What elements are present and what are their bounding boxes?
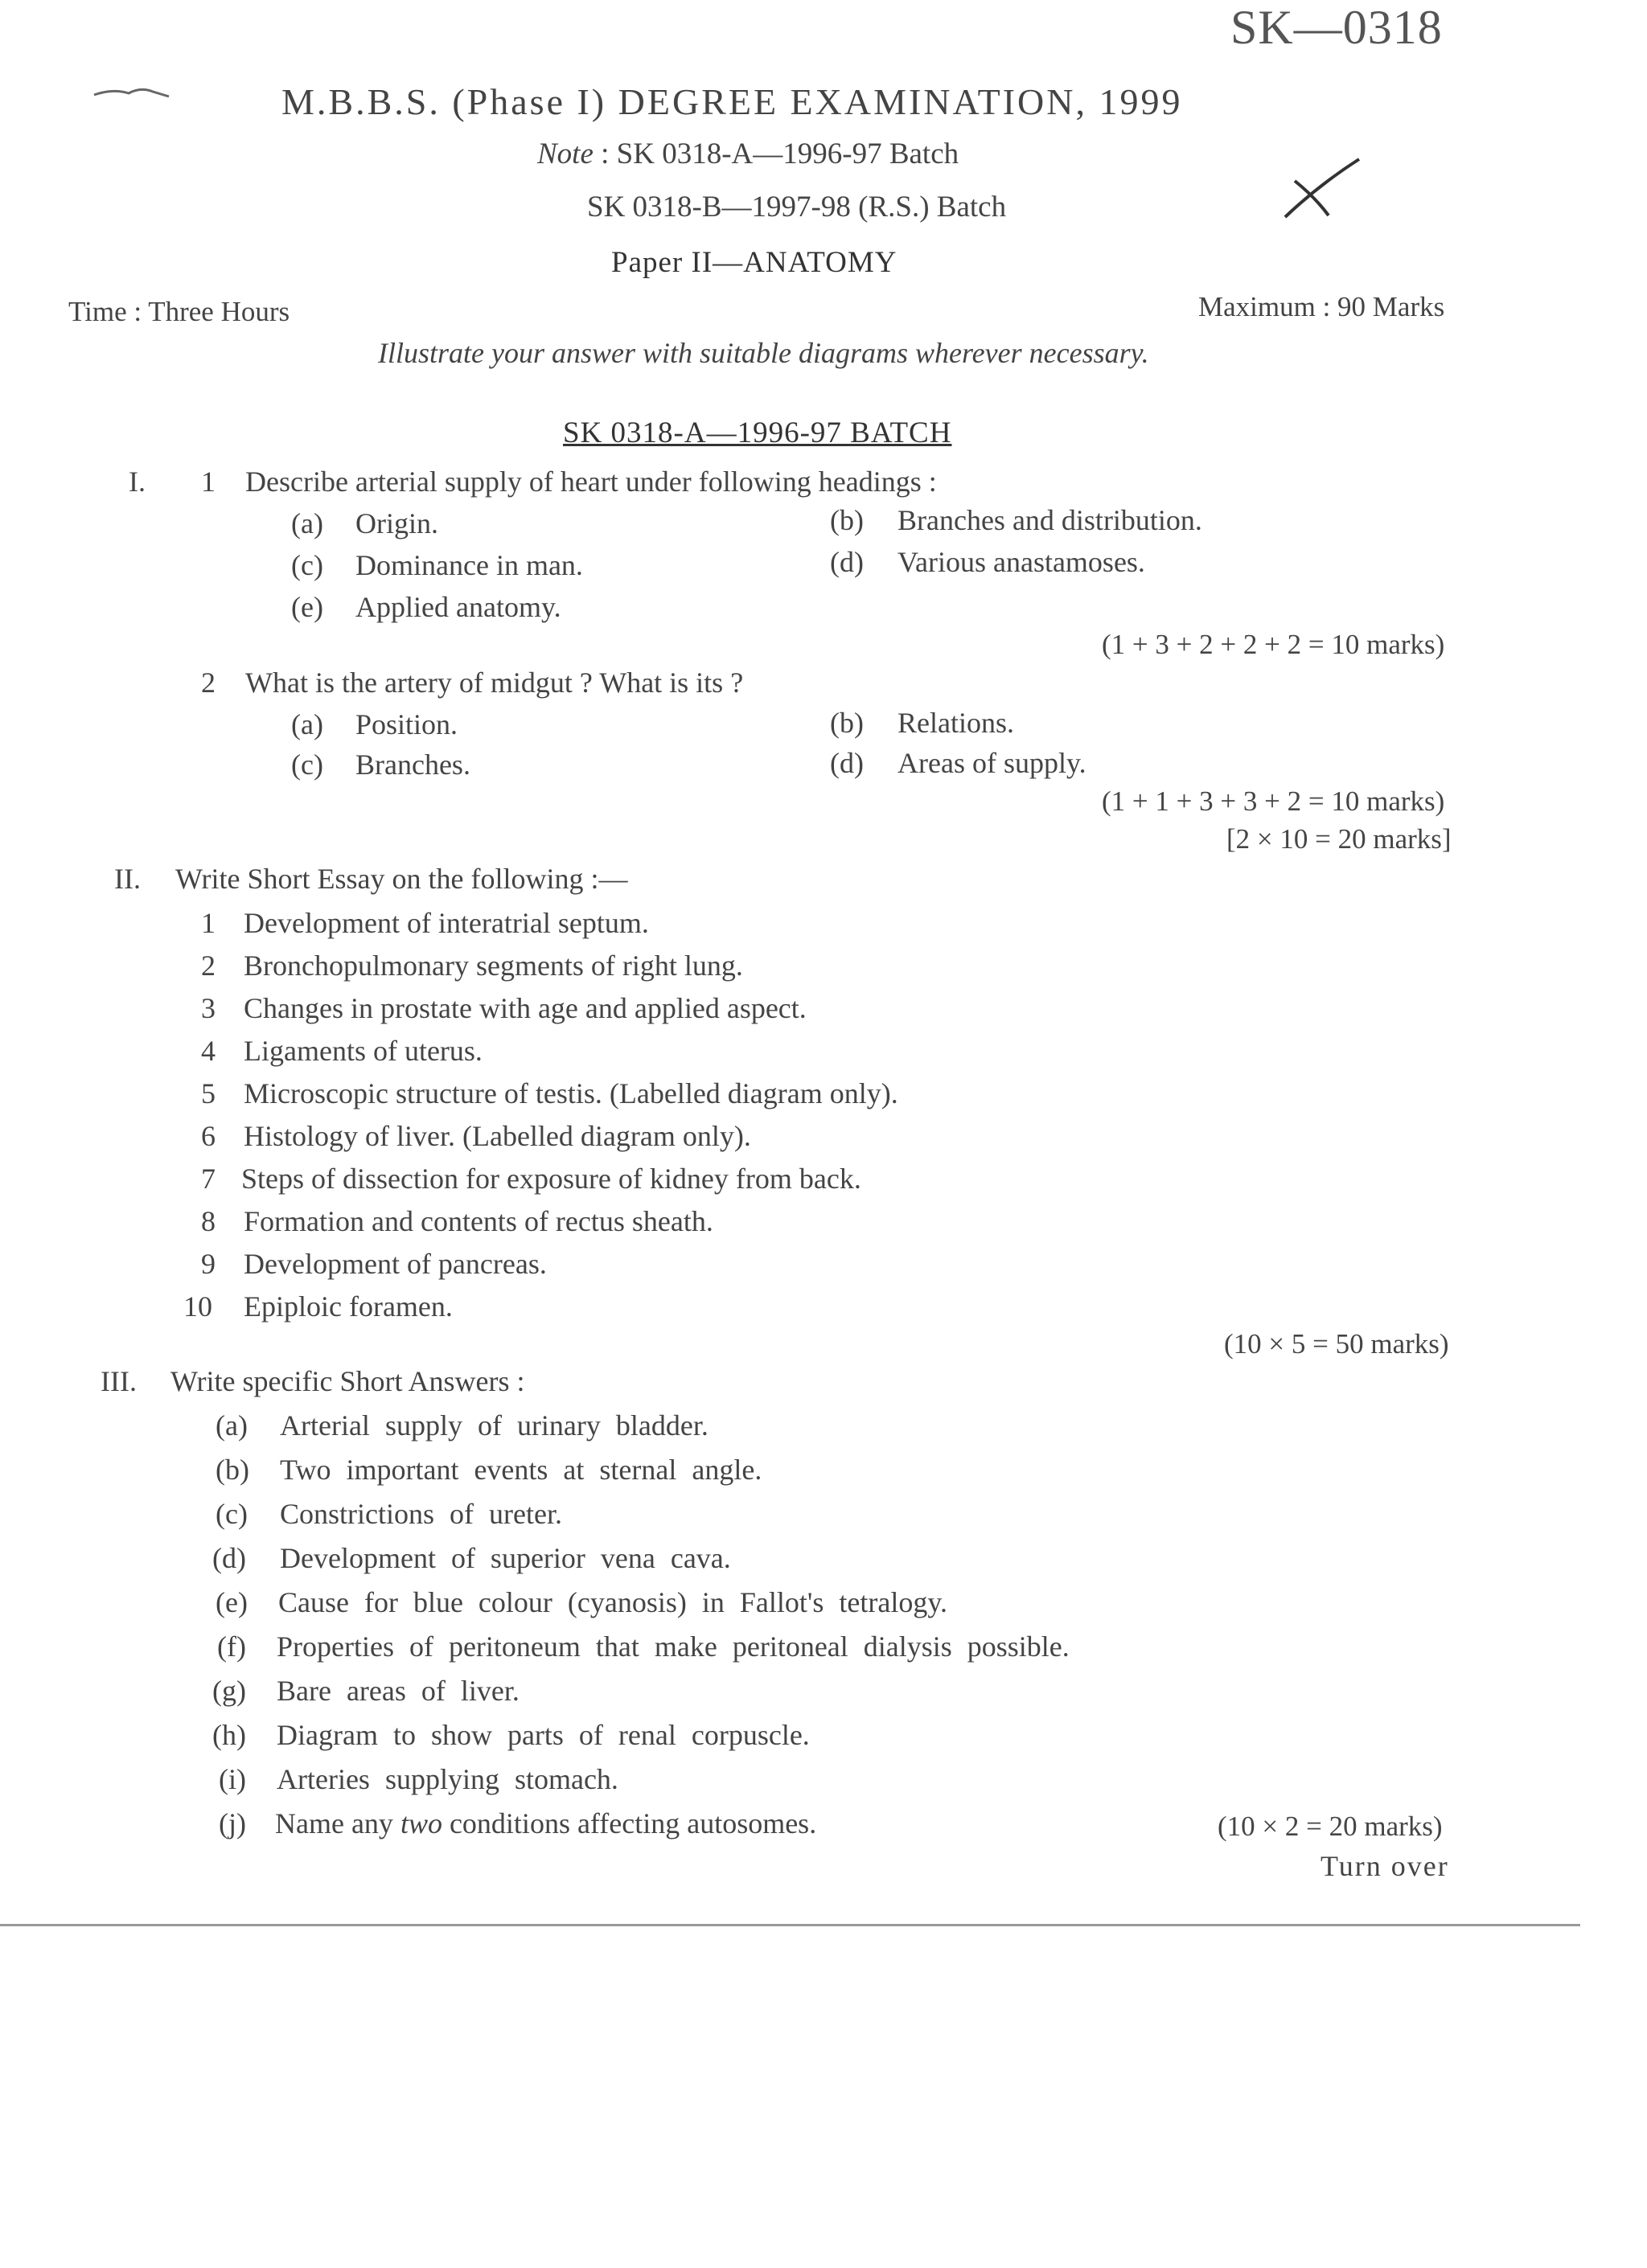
sub-label: (b) <box>830 707 864 739</box>
sub-label: (j) <box>219 1807 246 1839</box>
part-2-heading: Write Short Essay on the following :— <box>175 863 628 895</box>
sub-text: Position. <box>355 708 458 740</box>
sub-label: (a) <box>291 507 323 539</box>
item-text: Microscopic structure of testis. (Labelled diagram only). <box>244 1077 898 1109</box>
question-number: 1 <box>201 465 216 498</box>
sub-text-post: conditions affecting autosomes. <box>442 1807 817 1839</box>
question-marks: (1 + 1 + 3 + 3 + 2 = 10 marks) <box>1102 785 1445 817</box>
section-total-marks: (10 × 5 = 50 marks) <box>1224 1328 1449 1360</box>
item-text: Steps of dissection for exposure of kidney from back. <box>241 1163 861 1195</box>
batch-note-b: SK 0318-B—1997-98 (R.S.) Batch <box>587 191 1007 224</box>
sub-label: (d) <box>212 1542 246 1574</box>
item-text: Changes in prostate with age and applied aspect. <box>244 992 807 1024</box>
time-limit: Time : Three Hours <box>68 296 290 327</box>
cross-mark <box>1279 153 1367 225</box>
sub-text: Areas of supply. <box>897 747 1086 779</box>
sub-text: Development of superior vena cava. <box>280 1542 731 1574</box>
item-number: 9 <box>201 1248 216 1280</box>
section-total-marks: (10 × 2 = 20 marks) <box>1218 1811 1443 1842</box>
item-number: 1 <box>201 907 216 939</box>
item-number: 3 <box>201 992 216 1024</box>
sub-label: (i) <box>219 1763 246 1795</box>
turn-over: Turn over <box>1320 1850 1449 1882</box>
sub-label: (e) <box>291 591 323 623</box>
sub-label: (b) <box>216 1454 249 1486</box>
question-text: What is the artery of midgut ? What is its ? <box>245 666 744 699</box>
max-marks: Maximum : 90 Marks <box>1198 291 1445 322</box>
sub-text: Applied anatomy. <box>355 591 561 623</box>
question-text: Describe arterial supply of heart under following headings : <box>245 465 937 498</box>
item-text: Histology of liver. (Labelled diagram only). <box>244 1120 751 1152</box>
note-label: Note <box>537 137 593 170</box>
question-number: 2 <box>201 666 216 699</box>
item-text: Ligaments of uterus. <box>244 1035 483 1067</box>
note-a-text: : SK 0318-A—1996-97 Batch <box>601 137 959 170</box>
exam-title: M.B.B.S. (Phase I) DEGREE EXAMINATION, 1999 <box>281 81 1183 122</box>
section-total-marks: [2 × 10 = 20 marks] <box>1226 823 1452 855</box>
sub-text: Constrictions of ureter. <box>280 1498 562 1530</box>
sub-text-emphasis: two <box>400 1807 442 1839</box>
part-1-numeral: I. <box>129 465 146 498</box>
sub-text-pre: Name any <box>275 1807 400 1839</box>
part-3-numeral: III. <box>101 1365 137 1397</box>
item-text: Development of pancreas. <box>244 1248 547 1280</box>
item-number: 8 <box>201 1205 216 1237</box>
part-2-numeral: II. <box>114 863 141 895</box>
item-number: 4 <box>201 1035 216 1067</box>
sub-label: (a) <box>291 708 323 740</box>
sub-text <box>275 1807 816 1840</box>
paper-code: SK—0318 <box>1230 1 1443 54</box>
sub-label: (f) <box>217 1630 246 1663</box>
sub-label: (a) <box>216 1409 248 1442</box>
section-heading: SK 0318-A—1996-97 BATCH <box>563 416 952 449</box>
item-number: 6 <box>201 1120 216 1152</box>
sub-text: Arteries supplying stomach. <box>277 1763 618 1795</box>
item-number: 5 <box>201 1077 216 1109</box>
question-marks: (1 + 3 + 2 + 2 + 2 = 10 marks) <box>1102 629 1445 660</box>
sub-label: (c) <box>291 549 323 581</box>
item-number: 2 <box>201 949 216 982</box>
sub-label: (c) <box>216 1498 248 1530</box>
instruction: Illustrate your answer with suitable diagrams wherever necessary. <box>378 337 1149 369</box>
pen-mark <box>92 80 173 105</box>
sub-text: Bare areas of liver. <box>277 1675 520 1707</box>
sub-label: (c) <box>291 748 323 781</box>
sub-label: (b) <box>830 504 864 536</box>
paper-title: Paper II—ANATOMY <box>611 246 897 279</box>
sub-label: (e) <box>216 1586 248 1618</box>
item-text: Epiploic foramen. <box>244 1290 453 1323</box>
sub-text: Dominance in man. <box>355 549 583 581</box>
item-text: Bronchopulmonary segments of right lung. <box>244 949 743 982</box>
sub-label: (d) <box>830 747 864 779</box>
sub-text: Properties of peritoneum that make peritoneal dialysis possible. <box>277 1630 1070 1663</box>
item-text: Formation and contents of rectus sheath. <box>244 1205 713 1237</box>
sub-text: Relations. <box>897 707 1014 739</box>
sub-text: Arterial supply of urinary bladder. <box>280 1409 708 1442</box>
sub-label: (g) <box>212 1675 246 1707</box>
item-text: Development of interatrial septum. <box>244 907 649 939</box>
batch-note-a <box>537 137 959 171</box>
sub-label: (h) <box>212 1719 246 1751</box>
sub-text: Branches and distribution. <box>897 504 1202 536</box>
item-number: 7 <box>201 1163 216 1195</box>
sub-label: (d) <box>830 546 864 578</box>
sub-text: Origin. <box>355 507 438 539</box>
bottom-rule <box>0 1924 1580 1926</box>
sub-text: Branches. <box>355 748 470 781</box>
item-number: 10 <box>183 1290 212 1323</box>
sub-text: Diagram to show parts of renal corpuscle. <box>277 1719 810 1751</box>
part-3-heading: Write specific Short Answers : <box>170 1365 525 1397</box>
sub-text: Cause for blue colour (cyanosis) in Fallot's tetralogy. <box>278 1586 947 1618</box>
sub-text: Two important events at sternal angle. <box>280 1454 762 1486</box>
sub-text: Various anastamoses. <box>897 546 1145 578</box>
